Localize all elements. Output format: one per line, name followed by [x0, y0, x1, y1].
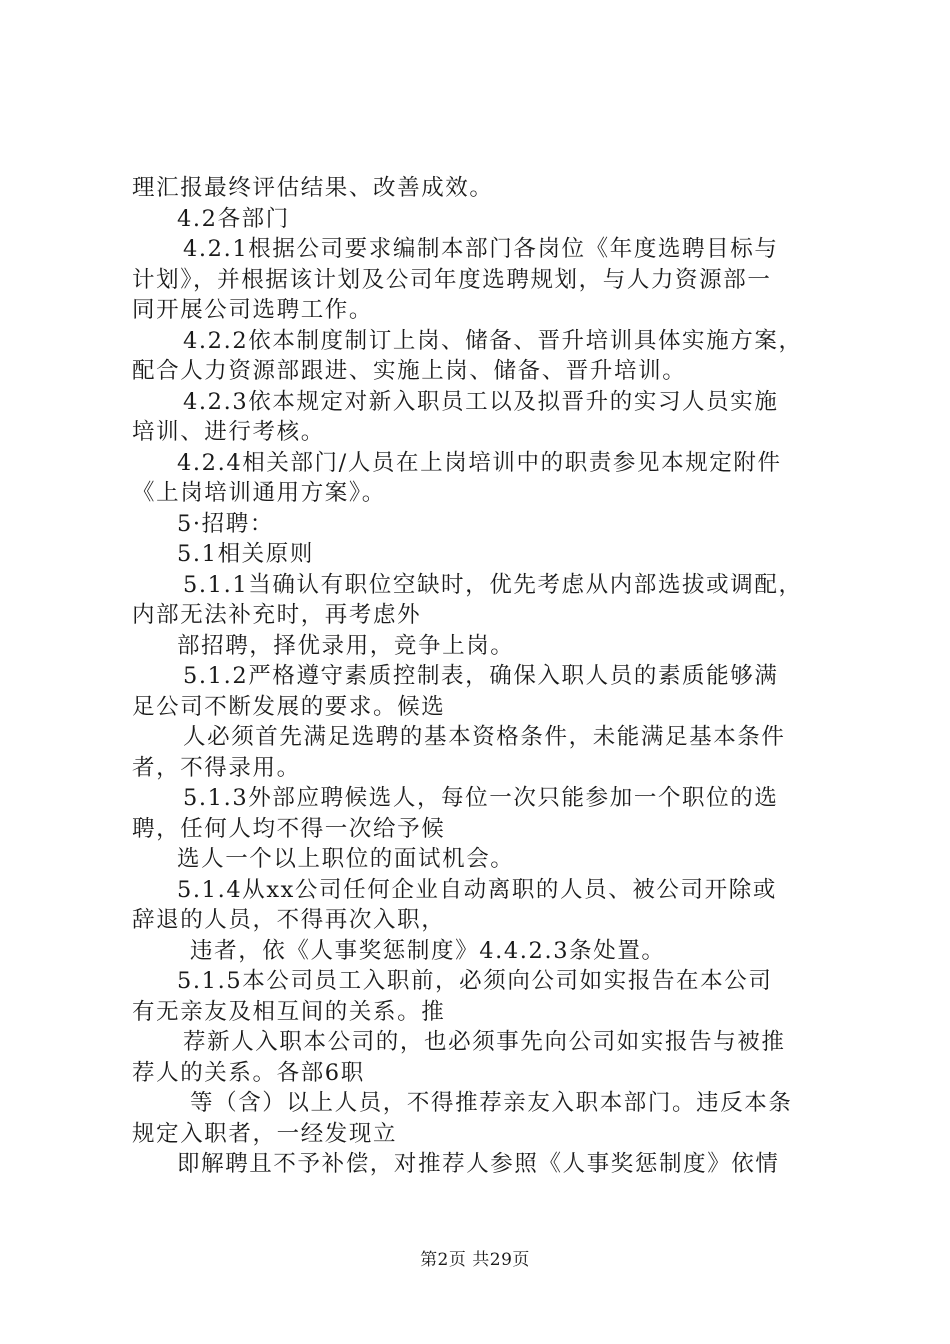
text-line: 即解聘且不予补偿，对推荐人参照《人事奖惩制度》依情 — [177, 1151, 780, 1177]
text-line: 配合人力资源部跟进、实施上岗、储备、晋升培训。 — [132, 358, 687, 384]
text-line: 《上岗培训通用方案》。 — [132, 480, 386, 506]
text-line: 5.1.2严格遵守素质控制表，确保入职人员的素质能够满 — [183, 663, 779, 689]
text-line: 违者，依《人事奖惩制度》4.4.2.3条处置。 — [190, 937, 666, 964]
text-line: 辞退的人员，不得再次入职， — [132, 907, 446, 933]
text-line: 者，不得录用。 — [132, 754, 301, 781]
text-line: 内部无法补充时，再考虑外 — [132, 602, 422, 628]
text-line: 选人一个以上职位的面试机会。 — [177, 846, 515, 872]
text-line: 计划》，并根据该计划及公司年度选聘规划，与人力资源部一 — [132, 266, 772, 293]
text-line: 4.2.2依本制度制订上岗、储备、晋升培训具体实施方案， — [183, 327, 803, 354]
body-text — [132, 173, 832, 1180]
text-line: 5.1.3外部应聘候选人，每位一次只能参加一个职位的选 — [183, 785, 779, 811]
text-line: 足公司不断发展的要求。候选 — [132, 693, 446, 720]
text-line: 部招聘，择优录用，竞争上岗。 — [177, 632, 515, 659]
text-line: 5.1.4从xx公司任何企业自动离职的人员、被公司开除或 — [177, 876, 777, 903]
text-line: 4.2各部门 — [177, 205, 290, 232]
text-line: 4.2.4相关部门/人员在上岗培训中的职责参见本规定附件 — [177, 449, 782, 476]
text-line: 4.2.1根据公司要求编制本部门各岗位《年度选聘目标与 — [183, 236, 779, 262]
text-line: 5·招聘： — [177, 510, 274, 537]
text-line: 荐新人入职本公司的，也必须事先向公司如实报告与被推 — [183, 1029, 786, 1055]
text-line: 等（含）以上人员，不得推荐亲友入职本部门。违反本条 — [190, 1090, 793, 1116]
text-line: 人必须首先满足选聘的基本资格条件，未能满足基本条件 — [183, 724, 786, 750]
text-line: 聘，任何人均不得一次给予候 — [132, 815, 446, 842]
text-line: 同开展公司选聘工作。 — [132, 297, 374, 323]
text-line: 5.1相关原则 — [177, 541, 314, 567]
text-line: 5.1.5本公司员工入职前，必须向公司如实报告在本公司 — [177, 968, 773, 994]
text-line: 5.1.1当确认有职位空缺时，优先考虑从内部选拔或调配， — [183, 571, 803, 598]
page-footer: 第2页 共29页 — [420, 1250, 530, 1270]
text-line: 4.2.3依本规定对新入职员工以及拟晋升的实习人员实施 — [183, 388, 779, 415]
text-line: 理汇报最终评估结果、改善成效。 — [132, 175, 494, 201]
text-line: 规定入职者，一经发现立 — [132, 1120, 398, 1147]
text-line: 荐人的关系。各部6职 — [132, 1059, 365, 1086]
text-line: 培训、进行考核。 — [132, 419, 325, 445]
text-line: 有无亲友及相互间的关系。推 — [132, 998, 446, 1025]
